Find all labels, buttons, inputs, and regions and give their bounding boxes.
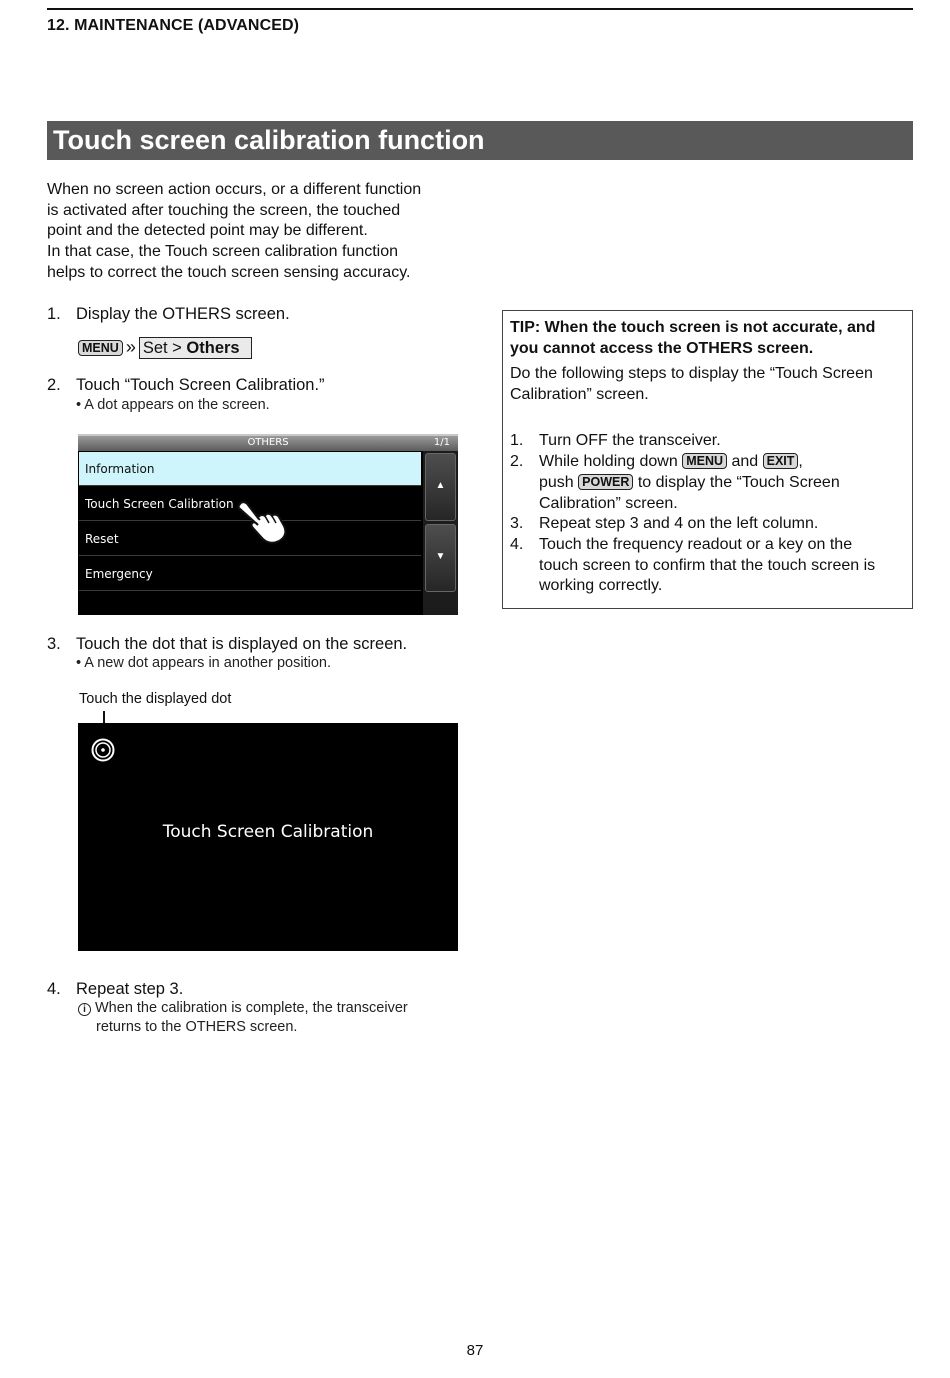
step-text: Touch the dot that is displayed on the screen. <box>76 635 408 653</box>
step-number: 2. <box>47 376 61 394</box>
step-2-note: • A dot appears on the screen. <box>76 397 270 413</box>
menu-path-prefix: Set > <box>142 339 187 357</box>
step-text <box>539 451 803 472</box>
step-number: 1. <box>47 305 61 323</box>
intro-line: is activated after touching the screen, the touched <box>47 201 401 219</box>
calibration-screen <box>78 723 458 951</box>
note-line: When the calibration is complete, the transceiver <box>95 1000 408 1016</box>
step-text <box>539 472 840 493</box>
menu-item-label: Emergency <box>85 567 153 581</box>
others-screen-title: OTHERS <box>247 437 289 448</box>
target-dot-icon[interactable] <box>91 738 115 762</box>
calibration-screen-text: Touch Screen Calibration <box>162 822 374 842</box>
up-arrow-icon: ▲ <box>435 480 446 491</box>
menu-key: MENU <box>78 340 123 356</box>
step-number: 4. <box>510 536 524 553</box>
menu-path-box <box>139 337 252 359</box>
others-screen-header <box>78 434 458 451</box>
menu-path-target: Others <box>186 339 240 357</box>
page-number: 87 <box>466 1342 484 1359</box>
others-screen-page: 1/1 <box>433 437 450 448</box>
step-3-note: • A new dot appears in another position. <box>76 655 331 671</box>
scroll-up-button[interactable] <box>425 453 456 521</box>
scroll-column <box>423 451 458 615</box>
step-text: Touch the frequency readout or a key on the <box>539 536 853 553</box>
intro-line: point and the detected point may be different. <box>47 222 368 240</box>
text-fragment: and <box>727 453 763 470</box>
header-rule <box>47 8 913 10</box>
step-text: Touch “Touch Screen Calibration.” <box>76 376 325 394</box>
text-fragment: to display the “Touch Screen <box>633 474 840 491</box>
step-text: working correctly. <box>539 577 663 594</box>
section-title: Touch screen calibration function <box>53 125 485 155</box>
step-text: Display the OTHERS screen. <box>76 305 290 323</box>
step-number: 3. <box>47 635 61 653</box>
tip-box <box>502 310 913 609</box>
step-number: 3. <box>510 515 524 532</box>
intro-line: helps to correct the touch screen sensing accuracy. <box>47 263 411 281</box>
step-4-note <box>78 999 408 1018</box>
menu-item-label: Information <box>85 462 155 476</box>
path-separator: » <box>125 337 136 357</box>
info-icon: i <box>78 1003 91 1016</box>
step-number: 4. <box>47 980 61 998</box>
down-arrow-icon: ▼ <box>435 551 446 562</box>
step-text: Calibration” screen. <box>539 495 678 512</box>
text-fragment: While holding down <box>539 453 683 470</box>
chapter-heading: 12. MAINTENANCE (ADVANCED) <box>47 17 300 34</box>
menu-key: MENU <box>682 453 727 469</box>
step-text: Repeat step 3. <box>76 980 184 998</box>
step-text: touch screen to confirm that the touch screen is <box>539 557 876 574</box>
section-title-bar <box>47 121 913 160</box>
step-text: Turn OFF the transceiver. <box>539 432 721 449</box>
step-4-note-cont: returns to the OTHERS screen. <box>96 1019 298 1035</box>
scroll-down-button[interactable] <box>425 524 456 592</box>
step-text: Repeat step 3 and 4 on the left column. <box>539 515 819 532</box>
menu-item-label: Touch Screen Calibration <box>85 497 234 511</box>
menu-item-emergency[interactable] <box>79 557 421 591</box>
exit-key: EXIT <box>763 453 799 469</box>
power-key: POWER <box>578 474 633 490</box>
intro-line: When no screen action occurs, or a different function <box>47 181 422 198</box>
text-fragment: push <box>539 474 579 491</box>
menu-item-label: Reset <box>85 532 119 546</box>
menu-path <box>78 337 252 359</box>
hand-pointer-icon <box>236 498 288 544</box>
tip-title: TIP: When the touch screen is not accurate, and you cannot access the OTHERS screen. <box>510 319 876 357</box>
intro-line: In that case, the Touch screen calibration function <box>47 243 399 261</box>
menu-item-information[interactable] <box>79 452 421 486</box>
step-number: 2. <box>510 453 524 470</box>
intro-paragraph <box>47 180 467 284</box>
text-fragment: , <box>798 453 803 470</box>
callout-label: Touch the displayed dot <box>79 691 232 707</box>
step-number: 1. <box>510 432 524 449</box>
others-screen <box>78 434 458 615</box>
tip-intro: Do the following steps to display the “Touch Screen Calibration” screen. <box>510 365 873 403</box>
